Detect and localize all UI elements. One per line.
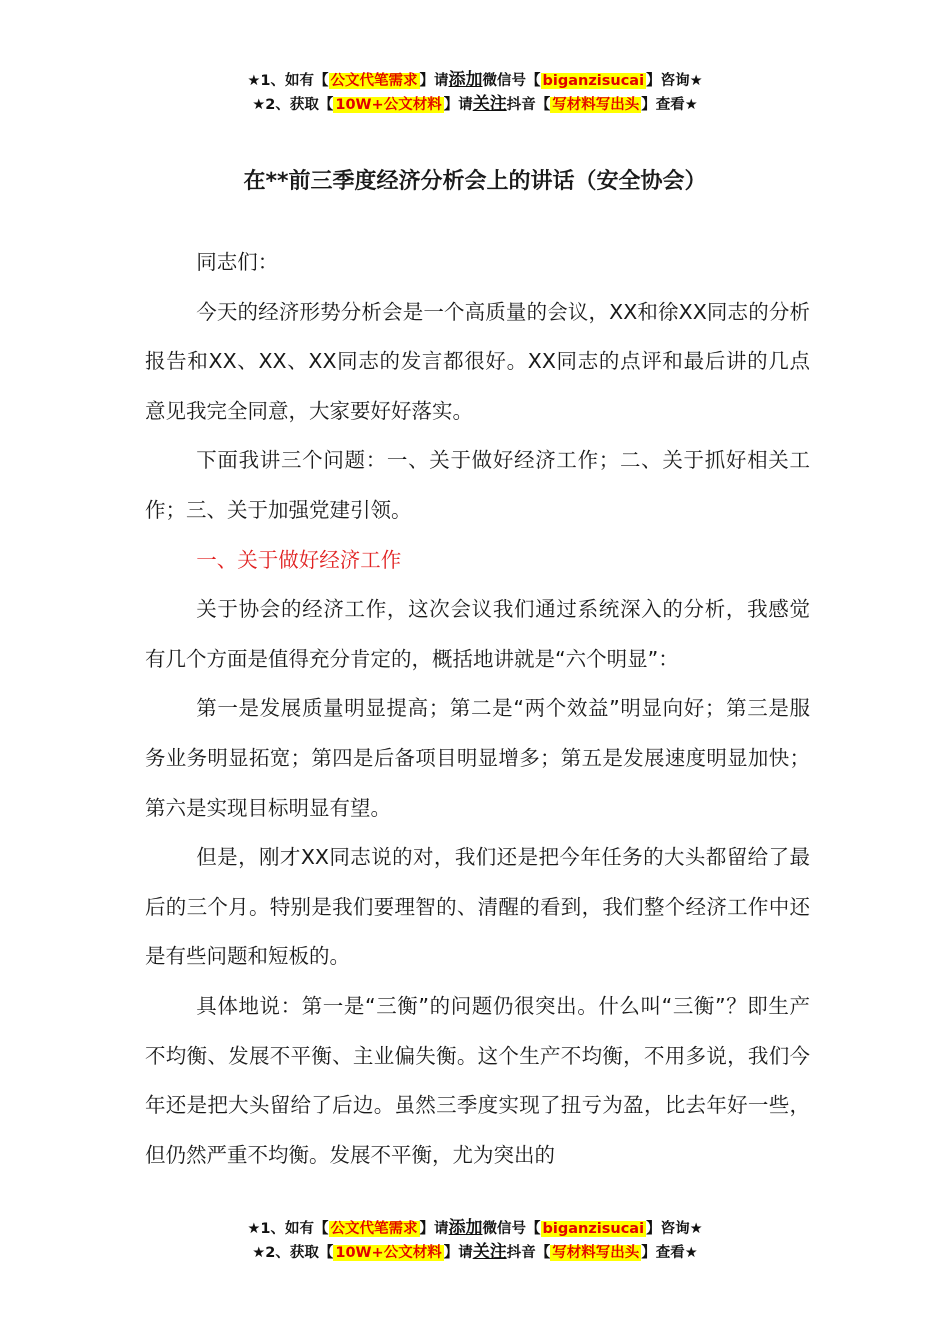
promo-emphasis: 添加 (448, 70, 483, 90)
promo-banner-top (0, 68, 950, 116)
promo-text: ★2、获取【 (252, 97, 334, 113)
promo-text: ★1、如有【 (247, 73, 329, 89)
promo-highlight: biganzisucai (542, 73, 645, 89)
paragraph: 下面我讲三个问题：一、关于做好经济工作；二、关于抓好相关工作；三、关于加强党建引领。 (145, 448, 810, 522)
promo-highlight: biganzisucai (542, 1221, 645, 1237)
promo-text: 】请 (419, 73, 449, 89)
promo-text: 抖音【 (506, 97, 551, 113)
promo-highlight: 写材料写出头 (552, 1245, 640, 1261)
section-heading: 一、关于做好经济工作 (196, 547, 402, 572)
promo-text: 】请 (419, 1221, 449, 1237)
promo-text: ★1、如有【 (247, 1221, 329, 1237)
promo-text: 微信号【 (482, 73, 541, 89)
document-title: 在**前三季度经济分析会上的讲话（安全协会） (243, 169, 707, 194)
promo-line-1 (0, 68, 950, 92)
promo-text: 】咨询★ (646, 73, 703, 89)
paragraph: 关于协会的经济工作，这次会议我们通过系统深入的分析，我感觉有几个方面是值得充分肯定的，概括地讲就是“六个明显”： (145, 597, 810, 671)
promo-line-2 (0, 92, 950, 116)
promo-text: ★2、获取【 (252, 1245, 334, 1261)
salutation: 同志们： (196, 250, 279, 274)
promo-emphasis: 关注 (472, 1242, 507, 1262)
promo-highlight: 写材料写出头 (552, 97, 640, 113)
paragraph: 今天的经济形势分析会是一个高质量的会议，XX和徐XX同志的分析报告和XX、XX、XX同志的发言都很好。XX同志的点评和最后讲的几点意见我完全同意，大家要好好落实。 (145, 299, 810, 423)
promo-emphasis: 添加 (448, 1218, 483, 1238)
promo-highlight: 公文代笔需求 (330, 1221, 418, 1237)
promo-text: 微信号【 (482, 1221, 541, 1237)
promo-text: 】请 (443, 1245, 473, 1261)
promo-text: 】请 (443, 97, 473, 113)
promo-text: 】查看★ (641, 1245, 698, 1261)
promo-emphasis: 关注 (472, 94, 507, 114)
promo-line-2 (0, 1240, 950, 1264)
paragraph: 具体地说：第一是“三衡”的问题仍很突出。什么叫“三衡”？即生产不均衡、发展不平衡、主业偏失衡。这个生产不均衡，不用多说，我们今年还是把大头留给了后边。虽然三季度实现了扭亏为盈，比去年好一些，但仍然严重不均衡。发展不平衡，尤为突出的 (145, 993, 810, 1167)
promo-highlight: 10W+公文材料 (335, 97, 442, 113)
promo-text: 】咨询★ (646, 1221, 703, 1237)
promo-line-1 (0, 1216, 950, 1240)
promo-highlight: 10W+公文材料 (335, 1245, 442, 1261)
promo-highlight: 公文代笔需求 (330, 73, 418, 89)
promo-text: 】查看★ (641, 97, 698, 113)
promo-text: 抖音【 (506, 1245, 551, 1261)
paragraph: 但是，刚才XX同志说的对，我们还是把今年任务的大头都留给了最后的三个月。特别是我们要理智的、清醒的看到，我们整个经济工作中还是有些问题和短板的。 (145, 845, 810, 969)
promo-banner-bottom (0, 1216, 950, 1264)
document-body (145, 238, 810, 1180)
paragraph: 第一是发展质量明显提高；第二是“两个效益”明显向好；第三是服务业务明显拓宽；第四是后备项目明显增多；第五是发展速度明显加快；第六是实现目标明显有望。 (145, 696, 810, 820)
